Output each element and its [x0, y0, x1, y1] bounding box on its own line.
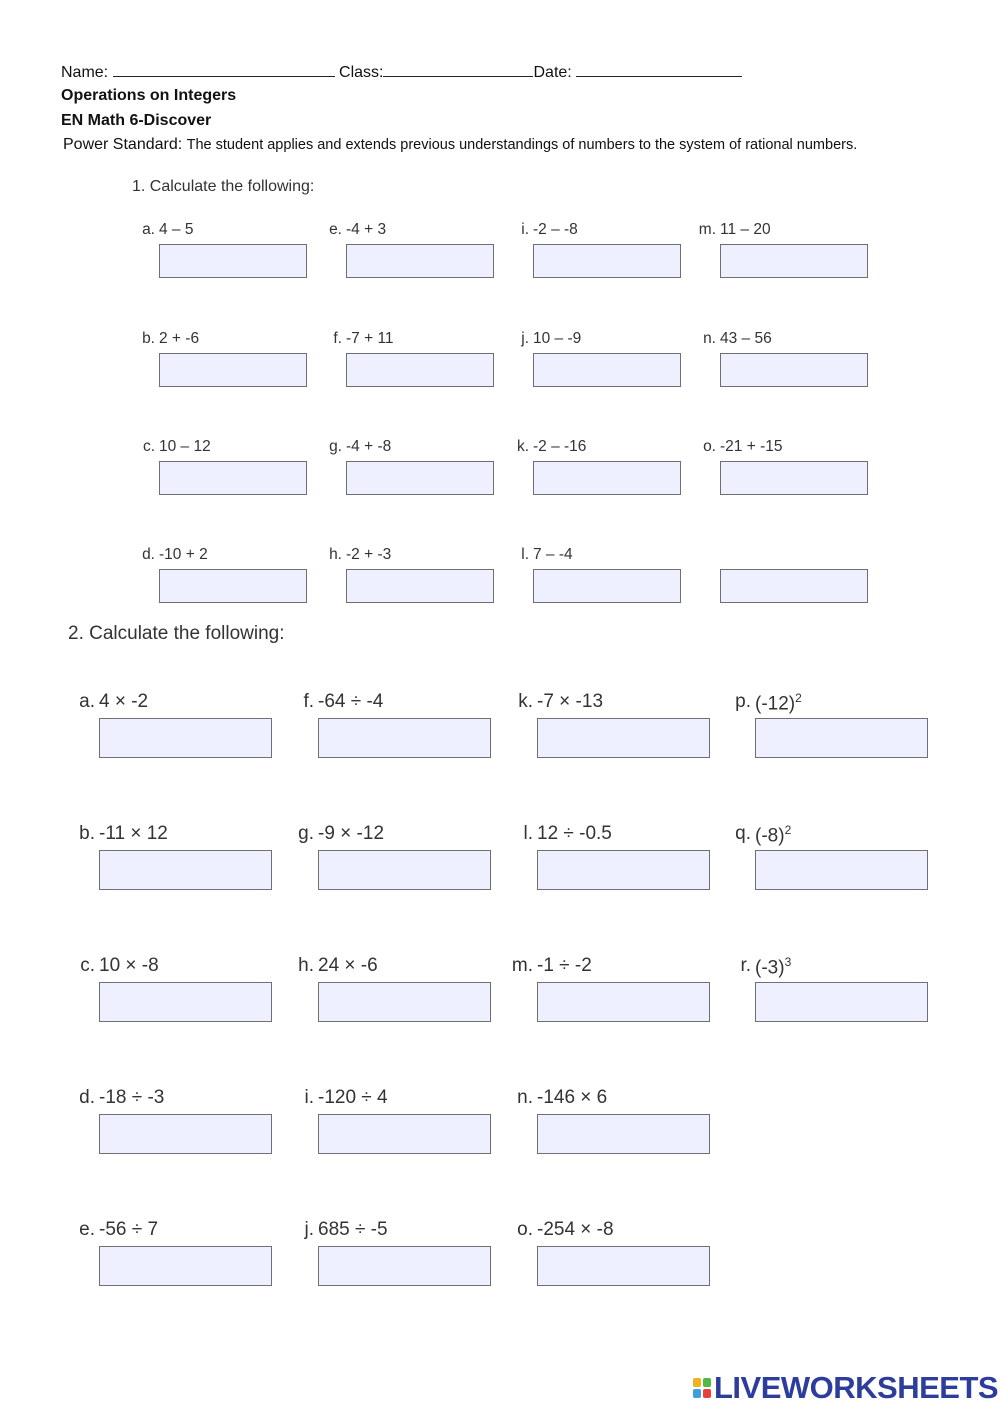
expression-text: -18 ÷ -3 — [99, 1087, 165, 1108]
date-blank[interactable] — [576, 62, 742, 77]
answer-box[interactable] — [537, 850, 710, 890]
expression-text: -2 + -3 — [346, 546, 392, 563]
exponent: 2 — [784, 823, 792, 837]
problem-label: e. — [329, 221, 342, 238]
expression-text: 685 ÷ -5 — [318, 1219, 388, 1240]
problem-label: m. — [698, 221, 716, 238]
problem-expression — [537, 1087, 607, 1109]
problem-label: q. — [735, 823, 751, 844]
section-1-title: 1. Calculate the following: — [132, 178, 315, 195]
problem-label: f. — [303, 691, 314, 712]
problem-expression — [720, 221, 771, 239]
answer-box[interactable] — [99, 850, 272, 890]
problem-label: m. — [511, 955, 533, 976]
problem-expression — [346, 221, 386, 239]
expression-text: -7 + 11 — [346, 330, 394, 347]
logo-text: LIVEWORKSHEETS — [714, 1370, 999, 1405]
problem-expression — [720, 330, 772, 348]
course-name: EN Math 6-Discover — [61, 112, 212, 129]
answer-box[interactable] — [99, 1246, 272, 1286]
problem-label: n. — [517, 1087, 533, 1108]
section-2-title: 2. Calculate the following: — [68, 623, 285, 644]
answer-box[interactable] — [318, 718, 491, 758]
problem-label: h. — [298, 955, 314, 976]
logo-mark-icon — [692, 1377, 712, 1399]
problem-label: c. — [142, 438, 155, 455]
problem-expression — [346, 546, 391, 564]
problem-expression — [318, 823, 384, 845]
answer-box[interactable] — [318, 982, 491, 1022]
answer-box[interactable] — [99, 1114, 272, 1154]
answer-box[interactable] — [720, 244, 868, 278]
expression-text: -7 × -13 — [537, 691, 604, 712]
problem-expression — [159, 221, 193, 239]
expression-text: 12 ÷ -0.5 — [537, 823, 612, 844]
answer-box[interactable] — [159, 461, 307, 495]
answer-box[interactable] — [318, 1246, 491, 1286]
problem-expression — [159, 330, 199, 348]
expression-text: -4 + -8 — [346, 438, 392, 455]
problem-label: b. — [79, 823, 95, 844]
expression-text: 43 – 56 — [720, 330, 772, 347]
problem-expression — [755, 955, 791, 979]
expression-text: -254 × -8 — [537, 1219, 614, 1240]
expression-text: -11 × 12 — [99, 823, 168, 844]
answer-box[interactable] — [537, 1246, 710, 1286]
exponent: 3 — [784, 955, 792, 969]
problem-expression — [533, 438, 586, 456]
expression-text: 10 × -8 — [99, 955, 159, 976]
answer-box[interactable] — [537, 1114, 710, 1154]
problem-label: o. — [517, 1219, 533, 1240]
problem-expression — [537, 691, 603, 713]
problem-label: n. — [703, 330, 716, 347]
answer-box[interactable] — [533, 569, 681, 603]
answer-box[interactable] — [159, 569, 307, 603]
problem-label: a. — [142, 221, 155, 238]
expression-text: 4 – 5 — [159, 221, 194, 238]
problem-expression — [533, 221, 578, 239]
answer-box[interactable] — [720, 353, 868, 387]
problem-label: c. — [80, 955, 95, 976]
logo-square — [693, 1389, 701, 1398]
problem-expression — [159, 438, 211, 456]
problem-label: d. — [142, 546, 155, 563]
answer-box[interactable] — [533, 244, 681, 278]
problem-label: j. — [521, 330, 529, 347]
answer-box[interactable] — [720, 461, 868, 495]
problem-expression — [318, 955, 378, 977]
expression-text: (-3) — [755, 957, 785, 979]
expression-text: -2 – -16 — [533, 438, 587, 455]
expression-text: -146 × 6 — [537, 1087, 608, 1108]
power-standard-text: The student applies and extends previous understandings of numbers to the system of rational numbers. — [186, 137, 858, 153]
problem-expression — [99, 1087, 164, 1109]
problem-label: g. — [329, 438, 342, 455]
problem-expression — [99, 823, 168, 845]
answer-box[interactable] — [346, 461, 494, 495]
answer-box[interactable] — [533, 353, 681, 387]
expression-text: 4 × -2 — [99, 691, 149, 712]
problem-expression — [537, 1219, 614, 1241]
answer-box[interactable] — [755, 718, 928, 758]
problem-label: h. — [329, 546, 342, 563]
problem-label: e. — [79, 1219, 95, 1240]
problem-expression — [537, 823, 612, 845]
problem-label: i. — [521, 221, 529, 238]
date-label: Date: — [533, 64, 572, 81]
problem-expression — [533, 546, 573, 564]
problem-label: b. — [142, 330, 155, 347]
answer-box[interactable] — [537, 982, 710, 1022]
problem-label: i. — [304, 1087, 314, 1108]
answer-box[interactable] — [755, 982, 928, 1022]
problem-label: f. — [333, 330, 342, 347]
expression-text: -4 + 3 — [346, 221, 387, 238]
problem-expression — [159, 546, 208, 564]
exponent: 2 — [795, 691, 802, 705]
problem-expression — [318, 691, 383, 713]
answer-box[interactable] — [346, 353, 494, 387]
problem-label: r. — [740, 955, 751, 976]
expression-text: (-8) — [755, 825, 785, 847]
problem-expression — [346, 330, 394, 348]
logo-square — [693, 1378, 701, 1387]
problem-expression — [537, 955, 592, 977]
problem-expression — [755, 823, 791, 847]
logo-square — [703, 1378, 711, 1387]
answer-box[interactable] — [755, 850, 928, 890]
expression-text: -120 ÷ 4 — [318, 1087, 388, 1108]
expression-text: 11 – 20 — [720, 221, 771, 238]
problem-expression — [533, 330, 581, 348]
answer-box[interactable] — [159, 353, 307, 387]
name-blank[interactable] — [113, 62, 335, 77]
problem-label: g. — [298, 823, 314, 844]
problem-expression — [755, 691, 802, 715]
student-info-line — [61, 62, 742, 82]
problem-expression — [99, 691, 148, 713]
expression-text: -9 × -12 — [318, 823, 385, 844]
problem-expression — [720, 438, 782, 456]
answer-box[interactable] — [720, 569, 868, 603]
expression-text: (-12) — [755, 693, 796, 715]
expression-text: -56 ÷ 7 — [99, 1219, 159, 1240]
answer-box[interactable] — [318, 850, 491, 890]
answer-box[interactable] — [533, 461, 681, 495]
answer-box[interactable] — [346, 569, 494, 603]
problem-label: p. — [735, 691, 751, 712]
problem-expression — [318, 1087, 388, 1109]
answer-box[interactable] — [159, 244, 307, 278]
problem-label: k. — [516, 438, 529, 455]
class-label: Class: — [339, 64, 384, 81]
problem-label: k. — [518, 691, 533, 712]
expression-text: 7 – -4 — [533, 546, 573, 563]
answer-box[interactable] — [99, 982, 272, 1022]
name-label: Name: — [61, 64, 109, 81]
class-blank[interactable] — [383, 62, 533, 77]
problem-label: l. — [521, 546, 529, 563]
answer-box[interactable] — [99, 718, 272, 758]
expression-text: 2 + -6 — [159, 330, 200, 347]
problem-expression — [346, 438, 391, 456]
expression-text: -10 + 2 — [159, 546, 208, 563]
worksheet-title: Operations on Integers — [61, 87, 237, 104]
answer-box[interactable] — [318, 1114, 491, 1154]
problem-label: l. — [523, 823, 533, 844]
expression-text: -1 ÷ -2 — [537, 955, 592, 976]
problem-label: d. — [79, 1087, 95, 1108]
expression-text: -2 – -8 — [533, 221, 578, 238]
problem-label: j. — [304, 1219, 314, 1240]
problem-expression — [318, 1219, 388, 1241]
problem-expression — [99, 955, 159, 977]
liveworksheets-logo — [692, 1370, 999, 1405]
expression-text: -21 + -15 — [720, 438, 783, 455]
expression-text: -64 ÷ -4 — [318, 691, 384, 712]
expression-text: 10 – -9 — [533, 330, 582, 347]
problem-expression — [99, 1219, 158, 1241]
answer-box[interactable] — [537, 718, 710, 758]
answer-box[interactable] — [346, 244, 494, 278]
power-standard — [63, 136, 857, 154]
problem-label: o. — [703, 438, 716, 455]
power-standard-lead: Power Standard: — [63, 136, 183, 153]
expression-text: 10 – 12 — [159, 438, 211, 455]
problem-label: a. — [79, 691, 95, 712]
logo-square — [703, 1389, 711, 1398]
expression-text: 24 × -6 — [318, 955, 378, 976]
